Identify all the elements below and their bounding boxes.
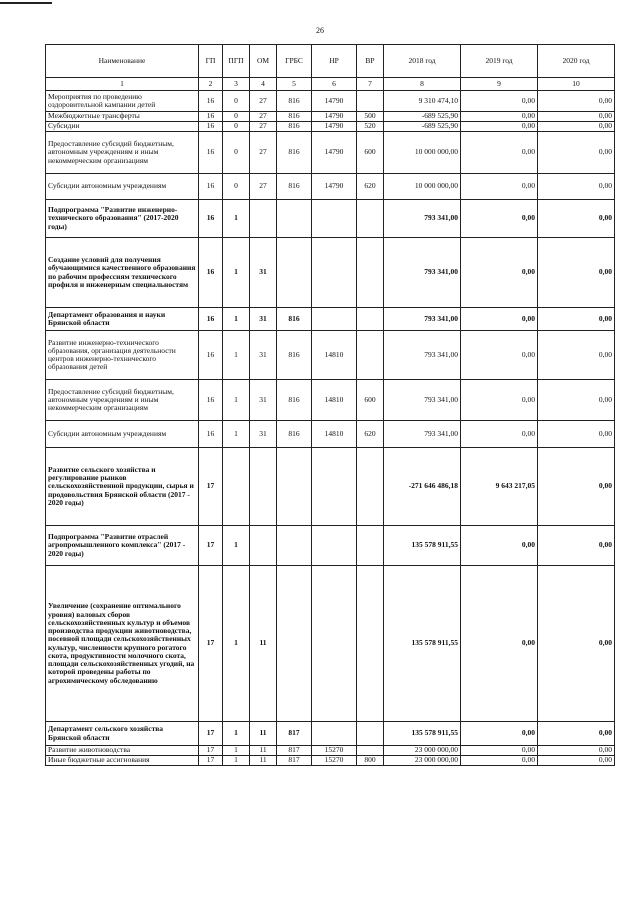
code-cell: 15270 (312, 746, 357, 756)
code-cell: 16 (199, 421, 223, 448)
column-header: 2018 год (384, 45, 461, 78)
amount-cell: 0,00 (538, 566, 615, 722)
code-cell: 31 (250, 331, 277, 380)
table-row (46, 756, 615, 766)
amount-cell: 0,00 (461, 238, 538, 308)
row-name-cell: Департамент сельского хозяйства Брянской области (46, 722, 199, 746)
code-cell (312, 238, 357, 308)
amount-cell: 0,00 (538, 238, 615, 308)
code-cell: 816 (277, 122, 312, 132)
amount-cell: 0,00 (461, 746, 538, 756)
row-name-cell: Иные бюджетные ассигнования (46, 756, 199, 766)
code-cell: 14810 (312, 380, 357, 421)
amount-cell: 23 000 000,00 (384, 756, 461, 766)
row-name-cell: Межбюджетные трансферты (46, 112, 199, 122)
code-cell: 0 (223, 122, 250, 132)
code-cell (277, 200, 312, 238)
code-cell (223, 448, 250, 526)
row-name-cell: Субсидии автономным учреждениям (46, 174, 199, 200)
amount-cell: 0,00 (461, 112, 538, 122)
code-cell: 816 (277, 331, 312, 380)
code-cell: 816 (277, 132, 312, 174)
amount-cell: 0,00 (538, 122, 615, 132)
code-cell: 816 (277, 421, 312, 448)
amount-cell: 135 578 911,55 (384, 526, 461, 566)
amount-cell: 0,00 (538, 331, 615, 380)
code-cell: 11 (250, 756, 277, 766)
code-cell: 16 (199, 174, 223, 200)
code-cell: 1 (223, 380, 250, 421)
column-header: ОМ (250, 45, 277, 78)
code-cell: 27 (250, 122, 277, 132)
code-cell: 16 (199, 91, 223, 112)
amount-cell: 0,00 (538, 756, 615, 766)
page-number: 26 (316, 26, 324, 35)
amount-cell: 9 643 217,05 (461, 448, 538, 526)
column-header: 2019 год (461, 45, 538, 78)
code-cell: 1 (223, 756, 250, 766)
code-cell (357, 308, 384, 331)
amount-cell: 0,00 (461, 200, 538, 238)
code-cell: 14790 (312, 122, 357, 132)
row-name-cell: Предоставление субсидий бюджетным, автономным учреждениям и иным некоммерческим организациям (46, 380, 199, 421)
code-cell: 14810 (312, 331, 357, 380)
amount-cell: 0,00 (461, 380, 538, 421)
code-cell: 27 (250, 112, 277, 122)
code-cell: 0 (223, 132, 250, 174)
code-cell: 0 (223, 112, 250, 122)
amount-cell: 0,00 (538, 448, 615, 526)
code-cell: 31 (250, 380, 277, 421)
code-cell: 31 (250, 238, 277, 308)
code-cell: 16 (199, 238, 223, 308)
row-name-cell: Развитие сельского хозяйства и регулирование рынков сельскохозяйственной продукции, сырья и продовольствия Брянской области (2017 - 2020 годы) (46, 448, 199, 526)
amount-cell: 23 000 000,00 (384, 746, 461, 756)
code-cell: 11 (250, 722, 277, 746)
code-cell (250, 200, 277, 238)
code-cell: 17 (199, 756, 223, 766)
amount-cell: 0,00 (461, 308, 538, 331)
amount-cell: 0,00 (538, 526, 615, 566)
code-cell: 1 (223, 200, 250, 238)
row-name-cell: Подпрограмма "Развитие отраслей агропромышленного комплекса" (2017 - 2020 годы) (46, 526, 199, 566)
amount-cell: -271 646 486,18 (384, 448, 461, 526)
table-row (46, 421, 615, 448)
code-cell: 17 (199, 526, 223, 566)
code-cell: 600 (357, 380, 384, 421)
code-cell (312, 526, 357, 566)
amount-cell: -689 525,90 (384, 112, 461, 122)
code-cell: 1 (223, 746, 250, 756)
code-cell: 16 (199, 380, 223, 421)
code-cell: 620 (357, 421, 384, 448)
table-header-row (46, 45, 615, 78)
code-cell (357, 746, 384, 756)
code-cell (250, 448, 277, 526)
code-cell (250, 526, 277, 566)
amount-cell: 0,00 (461, 91, 538, 112)
amount-cell: 793 341,00 (384, 380, 461, 421)
amount-cell: 793 341,00 (384, 200, 461, 238)
amount-cell: 0,00 (538, 421, 615, 448)
amount-cell: 0,00 (538, 380, 615, 421)
code-cell: 816 (277, 91, 312, 112)
code-cell: 14790 (312, 91, 357, 112)
code-cell: 816 (277, 380, 312, 421)
row-name-cell: Субсидии автономным учреждениям (46, 421, 199, 448)
code-cell: 1 (223, 331, 250, 380)
row-name-cell: Подпрограмма "Развитие инженерно-технического образования" (2017-2020 годы) (46, 200, 199, 238)
amount-cell: 0,00 (538, 722, 615, 746)
amount-cell: 0,00 (461, 174, 538, 200)
amount-cell: 0,00 (461, 566, 538, 722)
code-cell: 816 (277, 308, 312, 331)
code-cell: 14790 (312, 132, 357, 174)
column-number: 10 (538, 78, 615, 91)
amount-cell: 9 310 474,10 (384, 91, 461, 112)
code-cell: 17 (199, 566, 223, 722)
amount-cell: 0,00 (461, 526, 538, 566)
amount-cell: 135 578 911,55 (384, 722, 461, 746)
code-cell: 817 (277, 722, 312, 746)
code-cell: 500 (357, 112, 384, 122)
table-row (46, 91, 615, 112)
table-row (46, 380, 615, 421)
code-cell: 11 (250, 566, 277, 722)
code-cell (312, 200, 357, 238)
code-cell: 816 (277, 174, 312, 200)
code-cell (312, 566, 357, 722)
code-cell (357, 91, 384, 112)
code-cell: 31 (250, 308, 277, 331)
code-cell (312, 448, 357, 526)
code-cell: 16 (199, 200, 223, 238)
row-name-cell: Увеличение (сохранение оптимального уровня) валовых сборов сельскохозяйственных культур и объемов производства продукции животноводства, посевной площади сельскохозяйственных культур, численности крупного рогатого скота, продуктивности молочного скота, площади сельскохозяйственных угодий, на которой проведены работы по агрохимическому обследованию (46, 566, 199, 722)
code-cell: 17 (199, 746, 223, 756)
amount-cell: 0,00 (538, 200, 615, 238)
row-name-cell: Развитие инженерно-технического образования, организация деятельности центров инженерно-технического образования детей (46, 331, 199, 380)
amount-cell: 0,00 (538, 91, 615, 112)
row-name-cell: Субсидии (46, 122, 199, 132)
column-number: 2 (199, 78, 223, 91)
amount-cell: 0,00 (538, 112, 615, 122)
code-cell: 16 (199, 122, 223, 132)
code-cell: 31 (250, 421, 277, 448)
code-cell (277, 526, 312, 566)
amount-cell: 793 341,00 (384, 308, 461, 331)
column-header: ГП (199, 45, 223, 78)
code-cell: 1 (223, 421, 250, 448)
budget-table (45, 44, 615, 766)
code-cell: 1 (223, 526, 250, 566)
table-row (46, 566, 615, 722)
amount-cell: 793 341,00 (384, 238, 461, 308)
amount-cell: 0,00 (538, 746, 615, 756)
code-cell: 816 (277, 112, 312, 122)
table-row (46, 308, 615, 331)
column-header: НР (312, 45, 357, 78)
column-header: ГРБС (277, 45, 312, 78)
table-row (46, 746, 615, 756)
code-cell: 15270 (312, 756, 357, 766)
code-cell: 17 (199, 722, 223, 746)
table-row (46, 722, 615, 746)
row-name-cell: Предоставление субсидий бюджетным, автономным учреждениям и иным некоммерческим организациям (46, 132, 199, 174)
amount-cell: -689 525,90 (384, 122, 461, 132)
amount-cell: 793 341,00 (384, 331, 461, 380)
code-cell: 1 (223, 566, 250, 722)
table-row (46, 238, 615, 308)
code-cell: 800 (357, 756, 384, 766)
code-cell (312, 308, 357, 331)
amount-cell: 0,00 (538, 132, 615, 174)
code-cell (357, 448, 384, 526)
column-number: 1 (46, 78, 199, 91)
column-header: Наименование (46, 45, 199, 78)
table-row (46, 331, 615, 380)
code-cell: 0 (223, 174, 250, 200)
column-header: ВР (357, 45, 384, 78)
amount-cell: 10 000 000,00 (384, 174, 461, 200)
code-cell: 1 (223, 308, 250, 331)
code-cell: 600 (357, 132, 384, 174)
column-number: 8 (384, 78, 461, 91)
table-row (46, 448, 615, 526)
column-number: 7 (357, 78, 384, 91)
column-number: 9 (461, 78, 538, 91)
code-cell (312, 722, 357, 746)
amount-cell: 0,00 (461, 122, 538, 132)
code-cell: 14810 (312, 421, 357, 448)
table-row (46, 112, 615, 122)
amount-cell: 0,00 (538, 308, 615, 331)
code-cell: 17 (199, 448, 223, 526)
code-cell (357, 722, 384, 746)
code-cell: 620 (357, 174, 384, 200)
code-cell: 1 (223, 722, 250, 746)
column-number: 4 (250, 78, 277, 91)
amount-cell: 10 000 000,00 (384, 132, 461, 174)
row-name-cell: Создание условий для получения обучающимися качественного образования по рабочим профессиям технического профиля и инженерным специальностям (46, 238, 199, 308)
row-name-cell: Развитие животноводства (46, 746, 199, 756)
table-row (46, 200, 615, 238)
row-name-cell: Мероприятия по проведению оздоровительной кампании детей (46, 91, 199, 112)
column-number-row (46, 78, 615, 91)
code-cell: 16 (199, 112, 223, 122)
row-name-cell: Департамент образования и науки Брянской области (46, 308, 199, 331)
corner-rule (0, 2, 52, 4)
code-cell (357, 526, 384, 566)
code-cell (357, 200, 384, 238)
code-cell: 817 (277, 746, 312, 756)
code-cell: 16 (199, 331, 223, 380)
table-row (46, 174, 615, 200)
column-header: ПГП (223, 45, 250, 78)
amount-cell: 0,00 (461, 756, 538, 766)
code-cell (277, 566, 312, 722)
amount-cell: 0,00 (461, 421, 538, 448)
table-row (46, 526, 615, 566)
amount-cell: 0,00 (461, 722, 538, 746)
code-cell: 817 (277, 756, 312, 766)
code-cell: 27 (250, 132, 277, 174)
code-cell: 16 (199, 132, 223, 174)
column-number: 6 (312, 78, 357, 91)
amount-cell: 0,00 (461, 132, 538, 174)
table-row (46, 122, 615, 132)
column-number: 3 (223, 78, 250, 91)
code-cell (277, 448, 312, 526)
code-cell: 11 (250, 746, 277, 756)
code-cell: 27 (250, 174, 277, 200)
table-row (46, 132, 615, 174)
amount-cell: 135 578 911,55 (384, 566, 461, 722)
code-cell: 14790 (312, 174, 357, 200)
code-cell (357, 238, 384, 308)
code-cell: 14790 (312, 112, 357, 122)
code-cell: 1 (223, 238, 250, 308)
code-cell (277, 238, 312, 308)
code-cell: 0 (223, 91, 250, 112)
column-number: 5 (277, 78, 312, 91)
code-cell: 520 (357, 122, 384, 132)
code-cell (357, 331, 384, 380)
amount-cell: 0,00 (461, 331, 538, 380)
code-cell: 16 (199, 308, 223, 331)
code-cell (357, 566, 384, 722)
amount-cell: 793 341,00 (384, 421, 461, 448)
code-cell: 27 (250, 91, 277, 112)
column-header: 2020 год (538, 45, 615, 78)
amount-cell: 0,00 (538, 174, 615, 200)
